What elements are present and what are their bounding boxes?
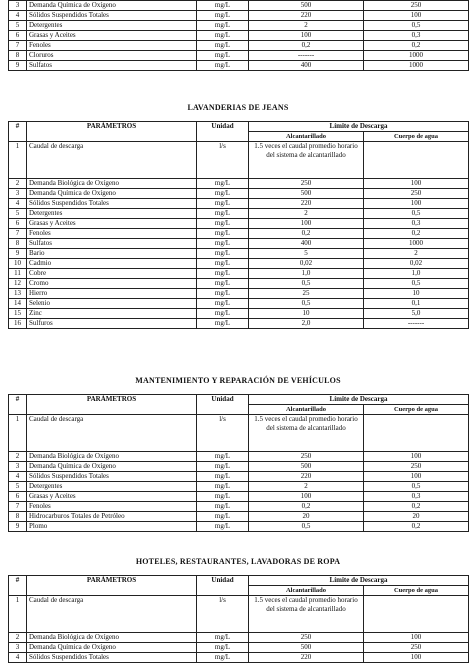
- unit: mg/L: [197, 319, 249, 329]
- table-row: [9, 492, 469, 502]
- row-number: 14: [9, 299, 27, 309]
- row-number: 1: [9, 142, 27, 179]
- unit: mg/L: [197, 462, 249, 472]
- row-number: 7: [9, 502, 27, 512]
- parameter-name: Grasas y Aceites: [27, 219, 197, 229]
- table-row: [9, 239, 469, 249]
- water-body-limit: 100: [364, 179, 469, 189]
- water-body-limit: [364, 596, 469, 633]
- sewer-limit: 220: [249, 11, 364, 21]
- row-number: 2: [9, 179, 27, 189]
- table-row: [9, 41, 469, 51]
- parameter-name: Sólidos Suspendidos Totales: [27, 199, 197, 209]
- unit: mg/L: [197, 299, 249, 309]
- water-body-limit: 0,02: [364, 259, 469, 269]
- row-number: 5: [9, 482, 27, 492]
- table-row: [9, 299, 469, 309]
- header-limit: Límite de Descarga: [249, 395, 469, 405]
- unit: mg/L: [197, 289, 249, 299]
- table-row: [9, 596, 469, 633]
- water-body-limit: 100: [364, 653, 469, 663]
- unit: mg/L: [197, 249, 249, 259]
- sewer-limit: 100: [249, 219, 364, 229]
- unit: mg/L: [197, 189, 249, 199]
- header-number: #: [9, 576, 27, 596]
- header-water-body: Cuerpo de agua: [364, 586, 469, 596]
- parameter-name: Caudal de descarga: [27, 415, 197, 452]
- header-parameters: PARÁMETROS: [27, 576, 197, 596]
- water-body-limit: [364, 415, 469, 452]
- sewer-limit: 500: [249, 1, 364, 11]
- parameter-name: Sólidos Suspendidos Totales: [27, 11, 197, 21]
- header-sewer: Alcantarillado: [249, 586, 364, 596]
- row-number: 3: [9, 462, 27, 472]
- sewer-limit: 20: [249, 512, 364, 522]
- water-body-limit: 5,0: [364, 309, 469, 319]
- table-row: [9, 502, 469, 512]
- unit: mg/L: [197, 199, 249, 209]
- header-limit: Límite de Descarga: [249, 576, 469, 586]
- header-unit: Unidad: [197, 395, 249, 415]
- unit: mg/L: [197, 21, 249, 31]
- row-number: 1: [9, 596, 27, 633]
- parameter-name: Hidrocarburos Totales de Petróleo: [27, 512, 197, 522]
- sewer-limit: 250: [249, 179, 364, 189]
- unit: mg/L: [197, 482, 249, 492]
- parameter-name: Demanda Biológica de Oxígeno: [27, 633, 197, 643]
- sewer-limit: 100: [249, 492, 364, 502]
- row-number: 3: [9, 643, 27, 653]
- table-row: [9, 462, 469, 472]
- sewer-limit: 250: [249, 633, 364, 643]
- water-body-limit: 250: [364, 189, 469, 199]
- parameter-name: Caudal de descarga: [27, 142, 197, 179]
- sewer-limit: 0,2: [249, 502, 364, 512]
- parameter-name: Cadmio: [27, 259, 197, 269]
- table-row: [9, 179, 469, 189]
- water-body-limit: 100: [364, 199, 469, 209]
- water-body-limit: 250: [364, 1, 469, 11]
- sewer-limit: 0,5: [249, 299, 364, 309]
- parameter-name: Cobre: [27, 269, 197, 279]
- water-body-limit: 100: [364, 11, 469, 21]
- sewer-limit: 220: [249, 472, 364, 482]
- row-number: 4: [9, 653, 27, 663]
- parameter-name: Zinc: [27, 309, 197, 319]
- parameter-name: Sólidos Suspendidos Totales: [27, 472, 197, 482]
- table-lavanderias: [8, 121, 469, 329]
- row-number: 10: [9, 259, 27, 269]
- header-number: #: [9, 122, 27, 142]
- unit: l/s: [197, 142, 249, 179]
- water-body-limit: 0,2: [364, 502, 469, 512]
- unit: mg/L: [197, 522, 249, 532]
- water-body-limit: 1,0: [364, 269, 469, 279]
- table-row: [9, 31, 469, 41]
- header-sewer: Alcantarillado: [249, 132, 364, 142]
- water-body-limit: 10: [364, 289, 469, 299]
- water-body-limit: 2: [364, 249, 469, 259]
- sewer-limit: 25: [249, 289, 364, 299]
- water-body-limit: 100: [364, 452, 469, 462]
- row-number: 9: [9, 522, 27, 532]
- table-row: [9, 472, 469, 482]
- table-row: [9, 209, 469, 219]
- sewer-limit: 1,0: [249, 269, 364, 279]
- water-body-limit: 0,2: [364, 41, 469, 51]
- water-body-limit: 0,5: [364, 21, 469, 31]
- table-row: [9, 1, 469, 11]
- water-body-limit: 0,3: [364, 492, 469, 502]
- unit: mg/L: [197, 219, 249, 229]
- parameter-name: Fenoles: [27, 502, 197, 512]
- unit: mg/L: [197, 472, 249, 482]
- sewer-limit: 0,5: [249, 279, 364, 289]
- unit: mg/L: [197, 51, 249, 61]
- sewer-limit: 0,2: [249, 229, 364, 239]
- parameter-name: Caudal de descarga: [27, 596, 197, 633]
- unit: mg/L: [197, 492, 249, 502]
- sewer-limit: 500: [249, 462, 364, 472]
- water-body-limit: 250: [364, 462, 469, 472]
- table-row: [9, 189, 469, 199]
- water-body-limit: 0,5: [364, 209, 469, 219]
- sewer-limit: 1.5 veces el caudal promedio horario del sistema de alcantarillado: [249, 415, 364, 452]
- parameter-name: Sulfuros: [27, 319, 197, 329]
- parameter-name: Grasas y Aceites: [27, 31, 197, 41]
- row-number: 3: [9, 1, 27, 11]
- water-body-limit: [364, 142, 469, 179]
- sewer-limit: 0,02: [249, 259, 364, 269]
- row-number: 4: [9, 11, 27, 21]
- row-number: 9: [9, 61, 27, 71]
- header-number: #: [9, 395, 27, 415]
- sewer-limit: 2,0: [249, 319, 364, 329]
- table-row: [9, 11, 469, 21]
- header-water-body: Cuerpo de agua: [364, 405, 469, 415]
- unit: mg/L: [197, 269, 249, 279]
- parameter-name: Demanda Biológica de Oxígeno: [27, 179, 197, 189]
- header-parameters: PARÁMETROS: [27, 122, 197, 142]
- unit: mg/L: [197, 11, 249, 21]
- sewer-limit: 5: [249, 249, 364, 259]
- row-number: 7: [9, 41, 27, 51]
- table-row: [9, 309, 469, 319]
- parameter-name: Cloruros: [27, 51, 197, 61]
- water-body-limit: 20: [364, 512, 469, 522]
- sewer-limit: 220: [249, 199, 364, 209]
- unit: mg/L: [197, 209, 249, 219]
- row-number: 4: [9, 472, 27, 482]
- table-row: [9, 512, 469, 522]
- parameter-name: Hierro: [27, 289, 197, 299]
- parameter-name: Cromo: [27, 279, 197, 289]
- table-row: [9, 219, 469, 229]
- table-vehiculos: [8, 394, 469, 532]
- row-number: 8: [9, 51, 27, 61]
- water-body-limit: 250: [364, 643, 469, 653]
- section-title: HOTELES, RESTAURANTES, LAVADORAS DE ROPA: [135, 557, 341, 566]
- table-row: [9, 633, 469, 643]
- sewer-limit: 250: [249, 452, 364, 462]
- parameter-name: Demanda Química de Oxígeno: [27, 643, 197, 653]
- table-row: [9, 199, 469, 209]
- water-body-limit: 100: [364, 472, 469, 482]
- unit: mg/L: [197, 61, 249, 71]
- parameter-name: Sulfatos: [27, 61, 197, 71]
- row-number: 6: [9, 492, 27, 502]
- row-number: 13: [9, 289, 27, 299]
- unit: mg/L: [197, 643, 249, 653]
- row-number: 4: [9, 199, 27, 209]
- section-title: MANTENIMIENTO Y REPARACIÓN DE VEHÍCULOS: [135, 376, 341, 385]
- sewer-limit: 1.5 veces el caudal promedio horario del sistema de alcantarillado: [249, 142, 364, 179]
- header-sewer: Alcantarillado: [249, 405, 364, 415]
- row-number: 6: [9, 219, 27, 229]
- parameter-name: Detergentes: [27, 482, 197, 492]
- sewer-limit: 400: [249, 239, 364, 249]
- header-unit: Unidad: [197, 122, 249, 142]
- table-row: [9, 21, 469, 31]
- unit: mg/L: [197, 279, 249, 289]
- sewer-limit: 400: [249, 61, 364, 71]
- water-body-limit: 0,3: [364, 31, 469, 41]
- row-number: 8: [9, 239, 27, 249]
- table-row: [9, 142, 469, 179]
- parameter-name: Demanda Química de Oxígeno: [27, 1, 197, 11]
- parameter-name: Sulfatos: [27, 239, 197, 249]
- water-body-limit: 1000: [364, 51, 469, 61]
- water-body-limit: 0,3: [364, 219, 469, 229]
- row-number: 8: [9, 512, 27, 522]
- parameter-name: Grasas y Aceites: [27, 492, 197, 502]
- unit: mg/L: [197, 259, 249, 269]
- row-number: 2: [9, 633, 27, 643]
- table-row: [9, 289, 469, 299]
- parameter-name: Fenoles: [27, 229, 197, 239]
- parameter-name: Fenoles: [27, 41, 197, 51]
- unit: mg/L: [197, 239, 249, 249]
- table-row: [9, 259, 469, 269]
- parameter-name: Sólidos Suspendidos Totales: [27, 653, 197, 663]
- table-row: [9, 522, 469, 532]
- row-number: 6: [9, 31, 27, 41]
- row-number: 9: [9, 249, 27, 259]
- table-hoteles: [8, 575, 469, 663]
- sewer-limit: 100: [249, 31, 364, 41]
- parameter-name: Selenio: [27, 299, 197, 309]
- unit: l/s: [197, 415, 249, 452]
- sewer-limit: 2: [249, 21, 364, 31]
- unit: mg/L: [197, 179, 249, 189]
- top-table: [8, 0, 469, 71]
- header-water-body: Cuerpo de agua: [364, 132, 469, 142]
- water-body-limit: 100: [364, 633, 469, 643]
- unit: mg/L: [197, 512, 249, 522]
- unit: mg/L: [197, 502, 249, 512]
- unit: mg/L: [197, 452, 249, 462]
- sewer-limit: -------: [249, 51, 364, 61]
- row-number: 7: [9, 229, 27, 239]
- table-row: [9, 269, 469, 279]
- unit: mg/L: [197, 229, 249, 239]
- table-row: [9, 51, 469, 61]
- table-row: [9, 229, 469, 239]
- parameter-name: Demanda Biológica de Oxígeno: [27, 452, 197, 462]
- header-parameters: PARÁMETROS: [27, 395, 197, 415]
- row-number: 1: [9, 415, 27, 452]
- sewer-limit: 220: [249, 653, 364, 663]
- row-number: 12: [9, 279, 27, 289]
- unit: l/s: [197, 596, 249, 633]
- parameter-name: Detergentes: [27, 21, 197, 31]
- section-title: LAVANDERIAS DE JEANS: [187, 103, 289, 112]
- table-row: [9, 653, 469, 663]
- parameter-name: Demanda Química de Oxígeno: [27, 462, 197, 472]
- sewer-limit: 2: [249, 482, 364, 492]
- row-number: 5: [9, 21, 27, 31]
- parameter-name: Demanda Química de Oxígeno: [27, 189, 197, 199]
- row-number: 11: [9, 269, 27, 279]
- table-row: [9, 319, 469, 329]
- water-body-limit: -------: [364, 319, 469, 329]
- unit: mg/L: [197, 41, 249, 51]
- parameter-name: Detergentes: [27, 209, 197, 219]
- row-number: 2: [9, 452, 27, 462]
- water-body-limit: 0,1: [364, 299, 469, 309]
- water-body-limit: 0,2: [364, 522, 469, 532]
- water-body-limit: 0,5: [364, 279, 469, 289]
- table-row: [9, 61, 469, 71]
- row-number: 3: [9, 189, 27, 199]
- table-row: [9, 643, 469, 653]
- table-row: [9, 279, 469, 289]
- unit: mg/L: [197, 31, 249, 41]
- parameter-name: Plomo: [27, 522, 197, 532]
- unit: mg/L: [197, 1, 249, 11]
- table-row: [9, 452, 469, 462]
- sewer-limit: 0,5: [249, 522, 364, 532]
- unit: mg/L: [197, 309, 249, 319]
- header-limit: Límite de Descarga: [249, 122, 469, 132]
- row-number: 5: [9, 209, 27, 219]
- water-body-limit: 0,2: [364, 229, 469, 239]
- sewer-limit: 500: [249, 189, 364, 199]
- sewer-limit: 10: [249, 309, 364, 319]
- table-row: [9, 415, 469, 452]
- sewer-limit: 0,2: [249, 41, 364, 51]
- water-body-limit: 1000: [364, 239, 469, 249]
- unit: mg/L: [197, 633, 249, 643]
- sewer-limit: 2: [249, 209, 364, 219]
- sewer-limit: 500: [249, 643, 364, 653]
- water-body-limit: 0,5: [364, 482, 469, 492]
- row-number: 15: [9, 309, 27, 319]
- row-number: 16: [9, 319, 27, 329]
- parameter-name: Bario: [27, 249, 197, 259]
- water-body-limit: 1000: [364, 61, 469, 71]
- header-unit: Unidad: [197, 576, 249, 596]
- table-row: [9, 482, 469, 492]
- table-row: [9, 249, 469, 259]
- sewer-limit: 1.5 veces el caudal promedio horario del sistema de alcantarillado: [249, 596, 364, 633]
- unit: mg/L: [197, 653, 249, 663]
